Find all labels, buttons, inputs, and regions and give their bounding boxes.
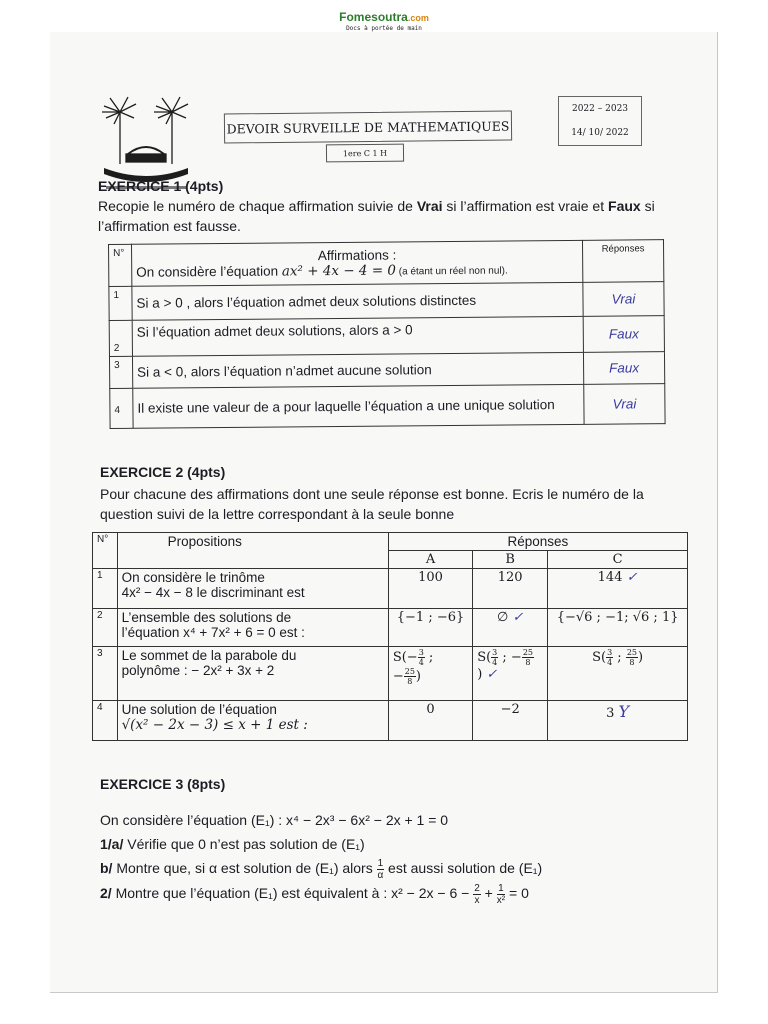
watermark: [0, 10, 768, 32]
class-duration: 1ere C 1 H: [326, 144, 404, 163]
exam-sheet: [50, 32, 718, 993]
exam-date: 14/ 10/ 2022: [571, 128, 629, 138]
exercise3-title: EXERCICE 3 (8pts): [100, 776, 226, 792]
exam-title: DEVOIR SURVEILLE DE MATHEMATIQUES: [224, 110, 512, 143]
exercise1-title: EXERCICE 1 (4pts): [98, 178, 224, 194]
reponses-header: Réponses: [582, 240, 663, 283]
exercise3-question-1b: b/ Montre que, si α est solution de (E₁) alors $\frac{1}{\alpha}$ est aussi solution de (E₁): [100, 857, 543, 881]
exercise3-statement: On considère l’équation (E₁) : x⁴ − 2x³ − 6x² − 2x + 1 = 0: [100, 812, 449, 828]
handwritten-answer: Faux: [583, 352, 664, 385]
exercise2-title: EXERCICE 2 (4pts): [100, 464, 226, 480]
school-year: 2022 – 2023: [571, 104, 629, 114]
exercise2-instruction: Pour chacune des affirmations dont une seule réponse est bonne. Ecris le numéro de la question suivi de la lettre correspondant à la seule bonne: [100, 486, 644, 522]
handwritten-answer: Faux: [583, 316, 664, 353]
col-num-header: N°: [109, 244, 132, 286]
table-row: 1 On considère le trinôme 4x² − 4x − 8 le discriminant est 100 120 144 ✓: [93, 569, 688, 609]
exercise1-instruction: Recopie le numéro de chaque affirmation suivie de Vrai si l’affirmation est vraie et Faux si l’affirmation est fausse.: [98, 198, 655, 234]
table-row: 4 Il existe une valeur de a pour laquelle l’équation a une unique solution Vrai: [110, 384, 665, 429]
date-box: [558, 96, 642, 146]
letters-row: A B C: [93, 551, 688, 569]
table-row: 3 Si a < 0, alors l’équation n’admet aucune solution Faux: [109, 352, 664, 389]
handwritten-answer: Vrai: [584, 384, 665, 425]
exercise1-table: [108, 239, 666, 429]
table-row: 4 Une solution de l’équation √(x² − 2x − 3) ≤ x + 1 est : 0 −2 3 Y: [93, 701, 688, 741]
exercise3-question-2: 2/ Montre que l’équation (E₁) est équivalent à : x² − 2x − 6 − $\frac{2}{x}$ + $\frac{1}{\text{x²}}$ = 0: [100, 882, 529, 906]
table-row: 3 Le sommet de la parabole du polynôme : − 2x² + 3x + 2 S(− $\frac{3}{4}$ ; − $\frac{25}{8}$ ) S( $\frac{3}{4}$ ; − $\frac{25}{8}$ ) ✓ S( $\frac{3}{4}$ ; $\frac{25}{8}$ ): [93, 647, 688, 701]
affirmations-header: Affirmations : On considère l’équation ax² + 4x − 4 = 0 (a étant un réel non nul).: [132, 240, 583, 286]
check-mark-icon: ✓: [486, 667, 498, 682]
watermark-tagline: Docs à portée de main: [346, 25, 422, 32]
table-row: 2 L’ensemble des solutions de l’équation x⁴ + 7x² + 6 = 0 est : {−1 ; −6} ∅ ✓ {−√6 ; −1; √6 ; 1}: [93, 609, 688, 647]
table-header-row: N° Propositions Réponses: [93, 533, 688, 551]
check-mark-icon: ✓: [512, 610, 524, 625]
handwritten-answer: Vrai: [583, 282, 664, 317]
table-row: 2 Si l’équation admet deux solutions, alors a > 0 Faux: [109, 316, 664, 357]
watermark-brand: Fomesoutra.com: [339, 10, 429, 24]
exercise3-question-1a: 1/a/ Vérifie que 0 n’est pas solution de (E₁): [100, 836, 365, 852]
table-header-row: [109, 240, 664, 287]
check-mark-icon: ✓: [626, 570, 638, 585]
exercise3-body: [100, 808, 680, 906]
check-mark-icon: Y: [618, 702, 630, 721]
exercise2-table: [92, 532, 688, 741]
table-row: 1 Si a > 0 , alors l’équation admet deux solutions distinctes Vrai: [109, 282, 664, 321]
